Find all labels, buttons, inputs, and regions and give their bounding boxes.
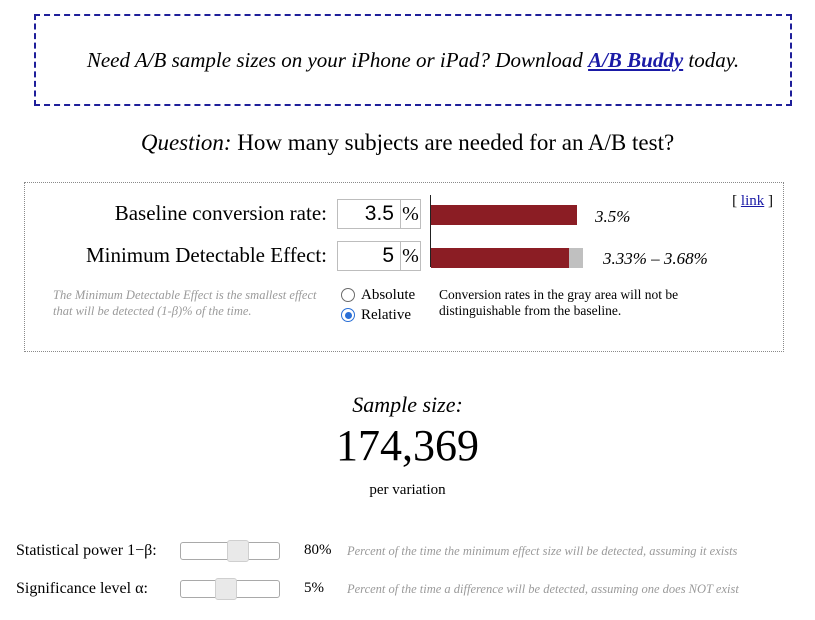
absolute-label: Absolute [361,287,416,303]
relative-label: Relative [361,307,411,323]
significance-description: Percent of the time a difference will be detected, assuming one does NOT exist [347,582,739,596]
calculator-panel [24,182,784,352]
absolute-radio[interactable] [341,288,355,302]
significance-label: Significance level α: [16,580,148,597]
relative-option[interactable] [341,305,415,325]
mde-help-text: The Minimum Detectable Effect is the smallest effect that will be detected (1-β)% of the time. [53,288,317,318]
power-row [0,539,815,565]
baseline-input[interactable]: 3.5 [337,199,401,229]
sample-size-label: Sample size: [352,392,463,417]
mde-unit: % [401,241,421,271]
significance-slider-thumb[interactable] [215,578,237,600]
ab-buddy-link[interactable]: A/B Buddy [588,47,684,72]
mde-input[interactable]: 5 [337,241,401,271]
power-value: 80% [304,542,332,558]
question-text: How many subjects are needed for an A/B test? [237,130,675,155]
promo-text: Need A/B sample sizes on your iPhone or iPad? Download A/B Buddy today. [86,47,740,72]
baseline-unit: % [401,199,421,229]
per-variation-label: per variation [369,482,446,498]
sample-size-value: 174,369 [336,421,479,470]
question-label: Question: [140,130,232,155]
significance-value: 5% [304,580,324,596]
baseline-bar-value: 3.5% [595,207,631,226]
link-button[interactable]: link [740,193,765,209]
question-heading [0,130,815,156]
app-promo-banner [34,14,792,106]
relative-radio[interactable] [341,308,355,322]
baseline-label: Baseline conversion rate: [114,201,327,225]
mde-label: Minimum Detectable Effect: [85,243,327,267]
absolute-option[interactable] [341,285,415,305]
baseline-bar [431,205,577,225]
power-slider[interactable] [180,542,280,560]
power-label: Statistical power 1−β: [16,542,157,559]
mode-radio-group [341,285,415,325]
significance-slider[interactable] [180,580,280,598]
gray-area-explanation: Conversion rates in the gray area will not be distinguishable from the baseline. [439,287,679,318]
power-slider-thumb[interactable] [227,540,249,562]
power-description: Percent of the time the minimum effect size will be detected, assuming it exists [347,544,738,558]
mde-bar [431,248,569,268]
permalink: [ link ] [732,193,773,209]
significance-row [0,577,815,603]
gray-area-bar [569,248,583,268]
mde-range-value: 3.33% – 3.68% [603,249,708,268]
